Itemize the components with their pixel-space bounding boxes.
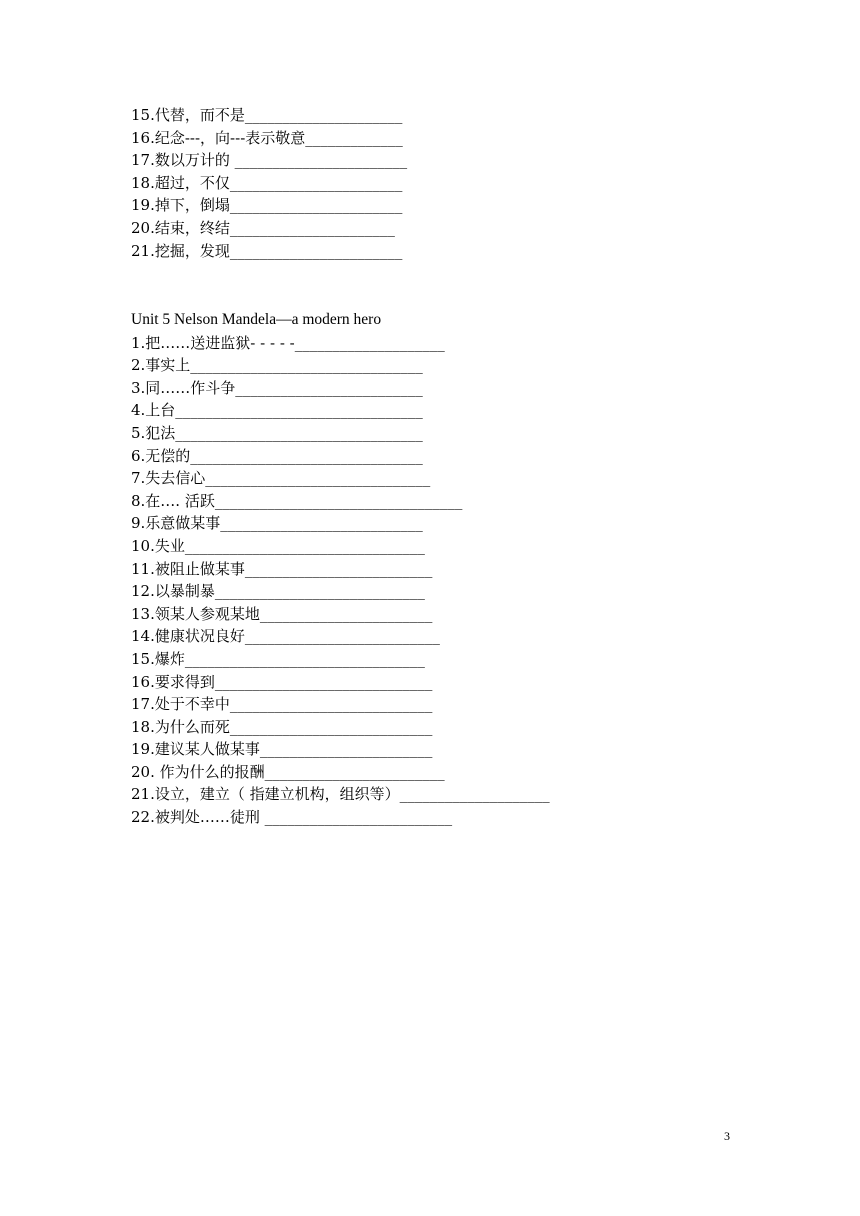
phrase-item-21 [131, 240, 771, 263]
unit5-item-6 [131, 445, 771, 468]
unit5-item-12 [131, 580, 771, 603]
phrase-text: 19.掉下，倒塌_______________________ [131, 196, 403, 215]
phrase-text: 7.失去信心______________________________ [131, 469, 431, 488]
phrase-text: 1.把……送进监狱- - - - -____________________ [131, 333, 445, 352]
unit5-item-8 [131, 490, 771, 513]
phrase-text: 9.乐意做某事___________________________ [131, 514, 423, 533]
unit5-item-5 [131, 422, 771, 445]
phrase-text: 5.犯法_________________________________ [131, 423, 423, 442]
unit5-item-4 [131, 399, 771, 422]
phrase-text: 20. 作为什么的报酬________________________ [131, 762, 445, 781]
phrase-item-17 [131, 149, 771, 172]
unit-title: Unit 5 Nelson Mandela—a modern hero [131, 311, 382, 328]
unit5-item-18 [131, 716, 771, 739]
unit5-item-13 [131, 603, 771, 626]
phrase-text: 19.建议某人做某事_______________________ [131, 740, 433, 759]
phrase-text: 4.上台_________________________________ [131, 401, 423, 420]
phrase-item-19 [131, 194, 771, 217]
unit5-item-22 [131, 806, 771, 829]
unit5-item-17 [131, 693, 771, 716]
phrase-text: 17.处于不幸中___________________________ [131, 695, 433, 714]
phrase-text: 22.被判处……徒刑 _________________________ [131, 808, 453, 827]
unit5-item-3 [131, 377, 771, 400]
phrase-text: 8.在…. 活跃_________________________________ [131, 491, 463, 510]
unit5-section [131, 309, 771, 829]
phrase-text: 12.以暴制暴____________________________ [131, 582, 425, 601]
phrase-text: 10.失业________________________________ [131, 536, 425, 555]
phrase-item-20 [131, 217, 771, 240]
phrase-text: 21.设立，建立（ 指建立机构，组织等）____________________ [131, 785, 550, 804]
phrase-text: 14.健康状况良好__________________________ [131, 627, 440, 646]
unit5-item-7 [131, 467, 771, 490]
unit5-item-10 [131, 535, 771, 558]
unit5-item-11 [131, 558, 771, 581]
phrase-text: 6.无偿的_______________________________ [131, 446, 423, 465]
phrase-item-18 [131, 172, 771, 195]
phrase-text: 3.同……作斗争_________________________ [131, 378, 423, 397]
phrase-text: 16.纪念---，向---表示敬意_____________ [131, 128, 403, 147]
unit5-item-14 [131, 625, 771, 648]
unit5-item-21 [131, 783, 771, 806]
phrase-text: 11.被阻止做某事_________________________ [131, 559, 433, 578]
phrase-item-16 [131, 127, 771, 150]
unit5-item-9 [131, 512, 771, 535]
phrase-text: 17.数以万计的 _______________________ [131, 151, 408, 170]
phrase-text: 15.代替，而不是_____________________ [131, 106, 403, 124]
phrase-text: 20.结束，终结______________________ [131, 218, 395, 237]
previous-unit-phrase-list [131, 104, 771, 262]
unit5-item-2 [131, 354, 771, 377]
phrase-text: 2.事实上_______________________________ [131, 356, 423, 375]
phrase-text: 18.超过，不仅_______________________ [131, 173, 403, 192]
unit5-item-20 [131, 761, 771, 784]
phrase-text: 16.要求得到_____________________________ [131, 672, 433, 691]
phrase-text: 13.领某人参观某地_______________________ [131, 604, 433, 623]
phrase-text: 18.为什么而死___________________________ [131, 717, 433, 736]
unit5-item-19 [131, 738, 771, 761]
unit5-item-15 [131, 648, 771, 671]
page-number: 3 [724, 1129, 730, 1143]
unit5-item-16 [131, 671, 771, 694]
phrase-text: 15.爆炸________________________________ [131, 649, 425, 668]
phrase-text: 21.挖掘，发现_______________________ [131, 241, 403, 260]
phrase-item-15 [131, 104, 771, 127]
unit5-item-1 [131, 332, 771, 355]
